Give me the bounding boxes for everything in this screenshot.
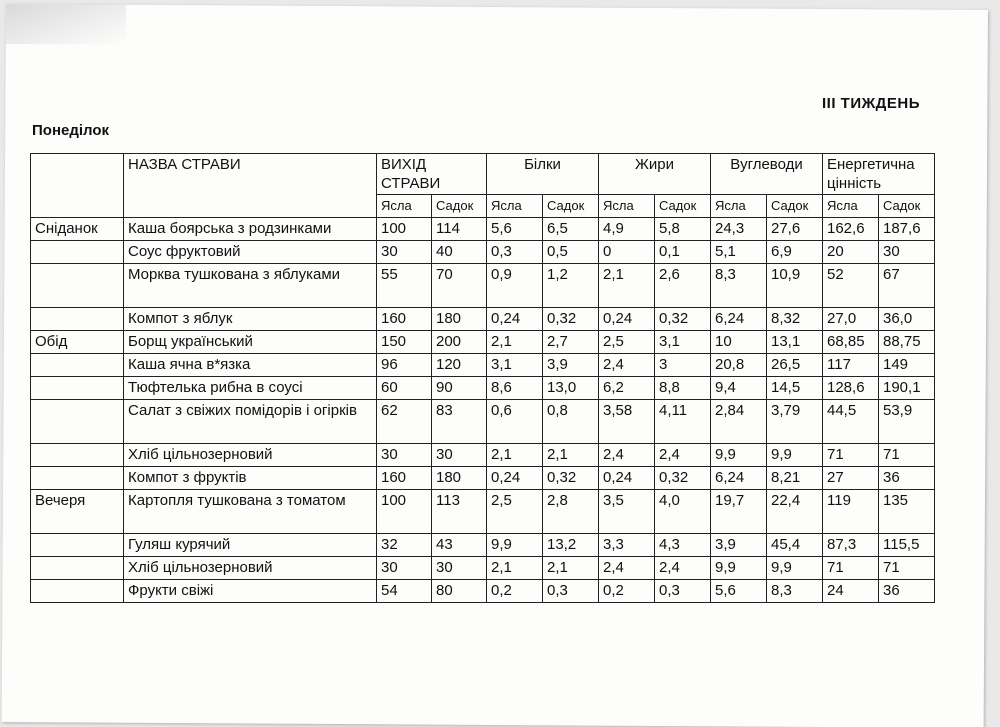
value-cell: 4,11 xyxy=(655,400,711,444)
subheader-kindergarten: Садок xyxy=(767,195,823,218)
value-cell: 0,32 xyxy=(543,308,599,331)
meal-cell: Обід xyxy=(31,331,124,354)
subheader-kindergarten: Садок xyxy=(655,195,711,218)
value-cell: 0,24 xyxy=(599,467,655,490)
value-cell: 160 xyxy=(377,467,432,490)
value-cell: 2,1 xyxy=(487,331,543,354)
value-cell: 3,9 xyxy=(543,354,599,377)
value-cell: 4,9 xyxy=(599,218,655,241)
value-cell: 30 xyxy=(377,241,432,264)
value-cell: 149 xyxy=(879,354,935,377)
table-header-row xyxy=(31,154,935,195)
table-row xyxy=(31,218,935,241)
value-cell: 30 xyxy=(432,557,487,580)
meal-cell xyxy=(31,444,124,467)
subheader-nursery: Ясла xyxy=(377,195,432,218)
value-cell: 0,24 xyxy=(487,308,543,331)
value-cell: 0,2 xyxy=(599,580,655,603)
value-cell: 120 xyxy=(432,354,487,377)
value-cell: 0,3 xyxy=(543,580,599,603)
value-cell: 100 xyxy=(377,490,432,534)
table-row xyxy=(31,331,935,354)
dish-name-cell: Соус фруктовий xyxy=(124,241,377,264)
value-cell: 54 xyxy=(377,580,432,603)
value-cell: 5,6 xyxy=(487,218,543,241)
value-cell: 96 xyxy=(377,354,432,377)
value-cell: 26,5 xyxy=(767,354,823,377)
table-row xyxy=(31,308,935,331)
value-cell: 2,4 xyxy=(655,557,711,580)
value-cell: 24 xyxy=(823,580,879,603)
value-cell: 3,1 xyxy=(655,331,711,354)
dish-name-cell: Салат з свіжих помідорів і огірків xyxy=(124,400,377,444)
value-cell: 1,2 xyxy=(543,264,599,308)
meal-cell xyxy=(31,264,124,308)
table-row xyxy=(31,444,935,467)
value-cell: 9,9 xyxy=(767,557,823,580)
subheader-nursery: Ясла xyxy=(823,195,879,218)
header-output: ВИХІД СТРАВИ xyxy=(377,154,487,195)
value-cell: 9,9 xyxy=(767,444,823,467)
value-cell: 27 xyxy=(823,467,879,490)
meal-cell xyxy=(31,580,124,603)
value-cell: 13,0 xyxy=(543,377,599,400)
value-cell: 2,7 xyxy=(543,331,599,354)
table-row xyxy=(31,400,935,444)
value-cell: 2,84 xyxy=(711,400,767,444)
header-dish-name: НАЗВА СТРАВИ xyxy=(124,154,377,218)
table-row xyxy=(31,467,935,490)
meal-cell: Сніданок xyxy=(31,218,124,241)
value-cell: 2,5 xyxy=(599,331,655,354)
value-cell: 2,1 xyxy=(543,557,599,580)
value-cell: 6,9 xyxy=(767,241,823,264)
week-title: III ТИЖДЕНЬ xyxy=(822,95,920,112)
value-cell: 0 xyxy=(599,241,655,264)
value-cell: 114 xyxy=(432,218,487,241)
value-cell: 113 xyxy=(432,490,487,534)
value-cell: 36 xyxy=(879,580,935,603)
dish-name-cell: Картопля тушкована з томатом xyxy=(124,490,377,534)
value-cell: 0,1 xyxy=(655,241,711,264)
dish-name-cell: Борщ український xyxy=(124,331,377,354)
dish-name-cell: Фрукти свіжі xyxy=(124,580,377,603)
value-cell: 67 xyxy=(879,264,935,308)
subheader-nursery: Ясла xyxy=(487,195,543,218)
value-cell: 27,6 xyxy=(767,218,823,241)
value-cell: 3,3 xyxy=(599,534,655,557)
value-cell: 80 xyxy=(432,580,487,603)
value-cell: 0,32 xyxy=(543,467,599,490)
value-cell: 2,1 xyxy=(599,264,655,308)
header-fats: Жири xyxy=(599,154,711,195)
table-row xyxy=(31,354,935,377)
value-cell: 0,24 xyxy=(487,467,543,490)
value-cell: 3,58 xyxy=(599,400,655,444)
value-cell: 0,9 xyxy=(487,264,543,308)
day-title: Понеділок xyxy=(32,122,110,139)
value-cell: 0,3 xyxy=(487,241,543,264)
meal-cell xyxy=(31,467,124,490)
subheader-kindergarten: Садок xyxy=(543,195,599,218)
meal-cell xyxy=(31,354,124,377)
value-cell: 14,5 xyxy=(767,377,823,400)
value-cell: 8,3 xyxy=(711,264,767,308)
value-cell: 180 xyxy=(432,308,487,331)
value-cell: 150 xyxy=(377,331,432,354)
value-cell: 10,9 xyxy=(767,264,823,308)
table-row xyxy=(31,534,935,557)
value-cell: 2,8 xyxy=(543,490,599,534)
value-cell: 5,8 xyxy=(655,218,711,241)
value-cell: 71 xyxy=(823,444,879,467)
table-row xyxy=(31,377,935,400)
value-cell: 53,9 xyxy=(879,400,935,444)
value-cell: 30 xyxy=(377,557,432,580)
value-cell: 3,79 xyxy=(767,400,823,444)
value-cell: 0,32 xyxy=(655,308,711,331)
dish-name-cell: Хліб цільнозерновий xyxy=(124,444,377,467)
value-cell: 119 xyxy=(823,490,879,534)
value-cell: 8,6 xyxy=(487,377,543,400)
value-cell: 68,85 xyxy=(823,331,879,354)
value-cell: 8,21 xyxy=(767,467,823,490)
value-cell: 3,9 xyxy=(711,534,767,557)
value-cell: 83 xyxy=(432,400,487,444)
meal-cell xyxy=(31,400,124,444)
dish-name-cell: Тюфтелька рибна в соусі xyxy=(124,377,377,400)
value-cell: 36 xyxy=(879,467,935,490)
subheader-kindergarten: Садок xyxy=(432,195,487,218)
value-cell: 2,1 xyxy=(543,444,599,467)
meal-cell: Вечеря xyxy=(31,490,124,534)
value-cell: 27,0 xyxy=(823,308,879,331)
value-cell: 87,3 xyxy=(823,534,879,557)
dish-name-cell: Каша ячна в*язка xyxy=(124,354,377,377)
value-cell: 10 xyxy=(711,331,767,354)
value-cell: 88,75 xyxy=(879,331,935,354)
value-cell: 180 xyxy=(432,467,487,490)
value-cell: 52 xyxy=(823,264,879,308)
value-cell: 187,6 xyxy=(879,218,935,241)
value-cell: 9,9 xyxy=(711,557,767,580)
value-cell: 117 xyxy=(823,354,879,377)
value-cell: 20,8 xyxy=(711,354,767,377)
value-cell: 0,2 xyxy=(487,580,543,603)
value-cell: 71 xyxy=(823,557,879,580)
value-cell: 32 xyxy=(377,534,432,557)
value-cell: 8,3 xyxy=(767,580,823,603)
value-cell: 160 xyxy=(377,308,432,331)
dish-name-cell: Компот з фруктів xyxy=(124,467,377,490)
value-cell: 60 xyxy=(377,377,432,400)
table-row xyxy=(31,490,935,534)
value-cell: 6,2 xyxy=(599,377,655,400)
value-cell: 100 xyxy=(377,218,432,241)
subheader-kindergarten: Садок xyxy=(879,195,935,218)
value-cell: 30 xyxy=(879,241,935,264)
header-meal xyxy=(31,154,124,218)
meal-cell xyxy=(31,377,124,400)
value-cell: 2,1 xyxy=(487,444,543,467)
value-cell: 8,32 xyxy=(767,308,823,331)
value-cell: 36,0 xyxy=(879,308,935,331)
page-fold xyxy=(6,4,126,45)
value-cell: 0,24 xyxy=(599,308,655,331)
value-cell: 162,6 xyxy=(823,218,879,241)
value-cell: 0,6 xyxy=(487,400,543,444)
header-proteins: Білки xyxy=(487,154,599,195)
header-energy: Енергетична цінність xyxy=(823,154,935,195)
value-cell: 9,4 xyxy=(711,377,767,400)
value-cell: 90 xyxy=(432,377,487,400)
value-cell: 13,2 xyxy=(543,534,599,557)
meal-cell xyxy=(31,241,124,264)
value-cell: 2,4 xyxy=(599,557,655,580)
header-carbs: Вуглеводи xyxy=(711,154,823,195)
value-cell: 3,5 xyxy=(599,490,655,534)
value-cell: 135 xyxy=(879,490,935,534)
table-row xyxy=(31,264,935,308)
value-cell: 24,3 xyxy=(711,218,767,241)
dish-name-cell: Компот з яблук xyxy=(124,308,377,331)
value-cell: 62 xyxy=(377,400,432,444)
subheader-nursery: Ясла xyxy=(711,195,767,218)
value-cell: 190,1 xyxy=(879,377,935,400)
value-cell: 200 xyxy=(432,331,487,354)
value-cell: 2,1 xyxy=(487,557,543,580)
table-row xyxy=(31,580,935,603)
meal-cell xyxy=(31,534,124,557)
nutrition-table xyxy=(30,153,935,603)
subheader-nursery: Ясла xyxy=(599,195,655,218)
value-cell: 20 xyxy=(823,241,879,264)
value-cell: 2,4 xyxy=(655,444,711,467)
value-cell: 19,7 xyxy=(711,490,767,534)
value-cell: 30 xyxy=(377,444,432,467)
value-cell: 45,4 xyxy=(767,534,823,557)
value-cell: 6,24 xyxy=(711,467,767,490)
value-cell: 5,6 xyxy=(711,580,767,603)
value-cell: 9,9 xyxy=(487,534,543,557)
dish-name-cell: Каша боярська з родзинками xyxy=(124,218,377,241)
value-cell: 44,5 xyxy=(823,400,879,444)
value-cell: 71 xyxy=(879,444,935,467)
value-cell: 22,4 xyxy=(767,490,823,534)
value-cell: 71 xyxy=(879,557,935,580)
value-cell: 4,3 xyxy=(655,534,711,557)
meal-cell xyxy=(31,308,124,331)
value-cell: 6,24 xyxy=(711,308,767,331)
value-cell: 2,6 xyxy=(655,264,711,308)
value-cell: 8,8 xyxy=(655,377,711,400)
value-cell: 115,5 xyxy=(879,534,935,557)
value-cell: 55 xyxy=(377,264,432,308)
value-cell: 0,5 xyxy=(543,241,599,264)
value-cell: 4,0 xyxy=(655,490,711,534)
dish-name-cell: Морква тушкована з яблуками xyxy=(124,264,377,308)
value-cell: 40 xyxy=(432,241,487,264)
value-cell: 30 xyxy=(432,444,487,467)
value-cell: 0,32 xyxy=(655,467,711,490)
table-row xyxy=(31,557,935,580)
value-cell: 70 xyxy=(432,264,487,308)
value-cell: 128,6 xyxy=(823,377,879,400)
meal-cell xyxy=(31,557,124,580)
value-cell: 2,4 xyxy=(599,444,655,467)
value-cell: 3 xyxy=(655,354,711,377)
value-cell: 9,9 xyxy=(711,444,767,467)
value-cell: 5,1 xyxy=(711,241,767,264)
value-cell: 6,5 xyxy=(543,218,599,241)
value-cell: 3,1 xyxy=(487,354,543,377)
table-row xyxy=(31,241,935,264)
value-cell: 43 xyxy=(432,534,487,557)
value-cell: 2,5 xyxy=(487,490,543,534)
value-cell: 0,8 xyxy=(543,400,599,444)
dish-name-cell: Хліб цільнозерновий xyxy=(124,557,377,580)
dish-name-cell: Гуляш курячий xyxy=(124,534,377,557)
value-cell: 0,3 xyxy=(655,580,711,603)
value-cell: 13,1 xyxy=(767,331,823,354)
value-cell: 2,4 xyxy=(599,354,655,377)
